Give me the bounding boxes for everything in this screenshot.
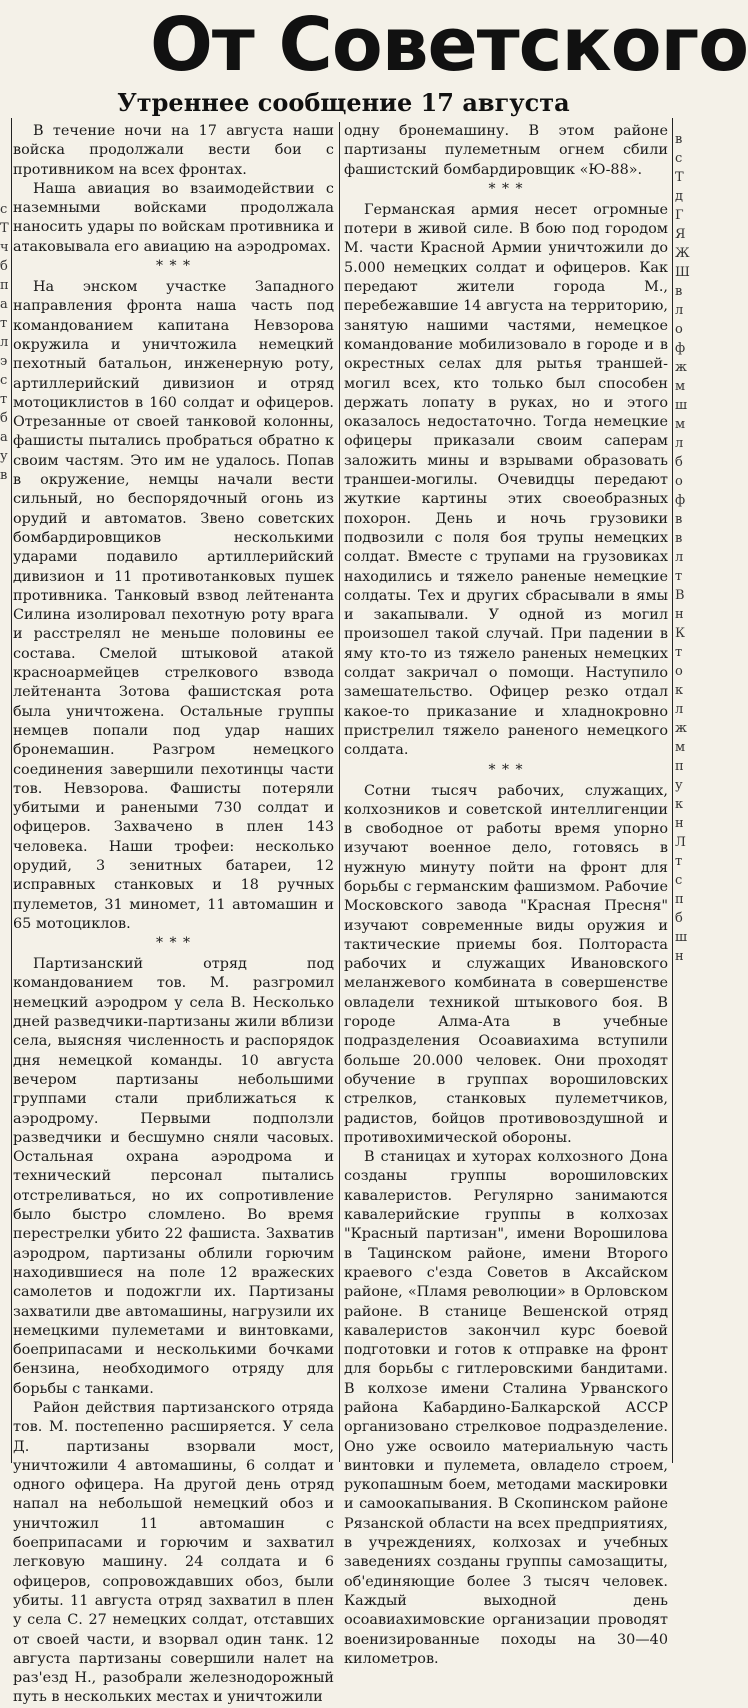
column-rule-middle	[339, 122, 340, 1462]
article-column-2	[344, 122, 668, 1667]
paragraph: Сотни тысяч рабочих, служащих, колхозников и советской интеллигенции в свободное от работы время упорно изучают военное дело, готовясь в нужную минуту пойти на фронт для борьбы с германским фашизмом. Рабочие Московского завода "Красная Пресня" изучают современные виды оружия и тактические приемы боя. Полтораста рабочих и служащих Ивановского меланжевого комбината в совершенстве овладели техникой штыкового боя. В городе Алма-Ата в учебные подразделения Осоавиахима вступили больше 20.000 человек. Они проходят обучение в группах ворошиловских стрелков, станковых пулеметчиков, радистов, бойцов противовоздушной и противохимической обороны.	[344, 782, 668, 1146]
paragraph: Наша авиация во взаимодействии с наземными войсками продолжала наносить удары по войскам противника и атаковывала его авиацию на аэродромах.	[13, 180, 334, 255]
asterism: * * *	[156, 258, 191, 275]
asterism: * * *	[488, 180, 524, 197]
masthead: От Советского	[150, 2, 748, 88]
paragraph: На энском участке Западного направления фронта наша часть под командованием капитана Невзорова окружила и уничтожила немецкий пехотный батальон, инженерную роту, артиллерийский дивизион и отряд мотоциклистов в 160 солдат и офицеров. Отрезанные от своей танковой колонны, фашисты пытались пробраться обратно к своим частям. Это им не удалось. Попав в окружение, немцы начали вести сильный, но беспорядочный огонь из орудий и автоматов. Звено советских бомбардировщиков несколькими ударами подавило артиллерийский дивизион и 11 противотанковых пушек противника. Танковый взвод лейтенанта Силина изолировал пехотную роту врага и расстрелял не меньше половины ее состава. Смелой штыковой атакой красноармейцев стрелкового взвода лейтенанта Зотова фашистская рота была уничтожена. Остальные группы немцев попали под удар наших бронемашин. Разгром немецкого соединения завершили пехотинцы части тов. Невзорова. Фашисты потеряли убитыми и ранеными 730 солдат и офицеров. Захвачено в плен 143 человека. Наши трофеи: несколько орудий, 3 зенитных батареи, 12 исправных станковых и 18 ручных пулеметов, 31 миномет, 11 автомашин и 65 мотоциклов.	[13, 279, 334, 932]
article-column-1	[13, 122, 334, 1706]
paragraph: В течение ночи на 17 августа наши войска продолжали вести бои с противником на всех фронтах.	[13, 123, 334, 178]
paragraph: одну бронемашину. В этом районе партизаны пулеметным огнем сбили фашистский бомбардировщик «Ю-88».	[344, 123, 668, 178]
paragraph: Германская армия несет огромные потери в живой силе. В бою под городом М. части Красной Армии уничтожили до 5.000 немецких солдат и офицеров. Как передают жители города М., перебежавшие 14 августа на территорию, занятую нашими частями, немецкое командование мобилизовало в городе и в окрестных селах для рытья траншей-могил всех, кто только был способен держать лопату в руках, но и этого оказалось недостаточно. Тогда немецкие офицеры приказали своим саперам заложить мины и взрывами образовать траншеи-могилы. Очевидцы передают жуткие картины этих своеобразных похорон. День и ночь грузовики подвозили с поля боя трупы немецких солдат. Вместе с трупами на грузовиках находились и тяжело раненые немецкие солдаты. Тех и других сбрасывали в ямы и закапывали. У одной из могил произошел такой случай. При падении в яму кто-то из тяжело раненых немецких солдат закричал о помощи. Наступило замешательство. Офицер резко отдал какое-то приказание и хладнокровно пристрелил тяжело раненого немецкого солдата.	[344, 201, 668, 759]
paragraph: Партизанский отряд под командованием тов. М. разгромил немецкий аэродром у села В. Несколько дней разведчики-партизаны жили вблизи села, выясняя численность и распорядок дня немецкой команды. 10 августа вечером партизаны небольшими группами стали приближаться к аэродрому. Первыми подползли разведчики и бесшумно сняли часовых. Остальная охрана аэродрома и технический персонал пытались отстреливаться, но их сопротивление было быстро сломлено. Во время перестрелки убито 22 фашиста. Захватив аэродром, партизаны облили горючим находившиеся на поле 12 вражеских самолетов и подожгли их. Партизаны захватили две автомашины, нагрузили их немецкими пулеметами и винтовками, боеприпасами и несколькими бочками бензина, необходимого отряду для борьбы с танками.	[13, 956, 334, 1397]
paragraph: Район действия партизанского отряда тов. М. постепенно расширяется. У села Д. партизаны взорвали мост, уничтожили 4 автомашины, 6 солдат и одного офицера. На другой день отряд напал на небольшой немецкий обоз и уничтожил 11 автомашин с боеприпасами и горючим и захватил легковую машину. 24 солдата и 6 офицеров, сопровождавших обоз, были убиты. 11 августа отряд захватил в плен у села С. 27 немецких солдат, отставших от своей части, и взорвал один танк. 12 августа партизаны совершили налет на раз'езд Н., разобрали железнодорожный путь в нескольких местах и уничтожили	[13, 1400, 334, 1706]
left-edge-fragments: с Т ч б п а т л э с т б а у в	[0, 202, 9, 483]
asterism: * * *	[156, 935, 191, 952]
headline: Утреннее сообщение 17 августа	[117, 88, 570, 117]
paragraph: В станицах и хуторах колхозного Дона созданы группы ворошиловских кавалеристов. Регулярно занимаются кавалерийские группы в колхозах "Красный партизан", имени Ворошилова в Тацинском районе, имени Второго краевого с'езда Советов в Аксайском районе, «Пламя революции» в Орловском районе. В станице Вешенской отряд кавалеристов закончил курс боевой подготовки и готов к отправке на фронт для борьбы с гитлеровскими бандитами. В колхозе имени Сталина Урванского района Кабардино-Балкарской АССР организовано стрелковое подразделение. Оно уже освоило материальную часть винтовки и пулемета, овладело строем, рукопашным боем, методами маскировки и самоокапывания. В Скопинском районе Рязанской области на всех предприятиях, в учреждениях, колхозах и учебных заведениях созданы группы самозащиты, об'единяющие более 3 тысяч человек. Каждый выходной день осоавиахимовские организации проводят военизированные походы на 30—40 километров.	[344, 1149, 668, 1667]
right-edge-fragments: в с Т д Г Я Ж Ш в л о ф ж м ш м л б о ф в в л т В н К т о к л ж м п у к н Л т с п б ш н	[675, 132, 690, 964]
column-rule-right	[672, 118, 673, 1463]
asterism: * * *	[488, 761, 524, 778]
